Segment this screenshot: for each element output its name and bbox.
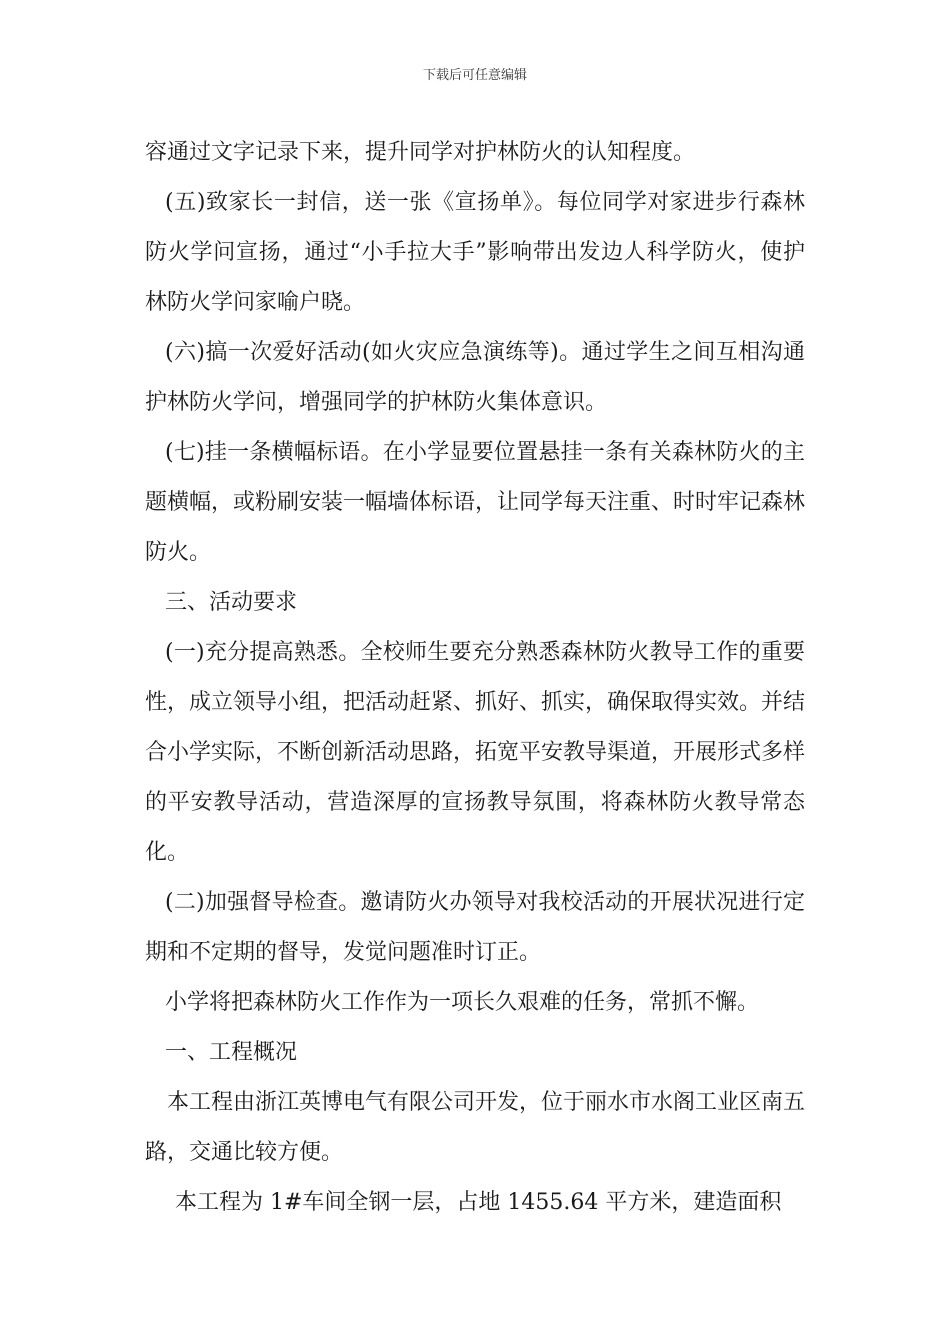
- paragraph: 本工程由浙江英博电气有限公司开发，位于丽水市水阁工业区南五路，交通比较方便。: [145, 1090, 806, 1165]
- paragraph: (一)充分提高熟悉。全校师生要充分熟悉森林防火教导工作的重要性，成立领导小组，把活动赶紧、抓好、抓实，确保取得实效。并结合小学实际，不断创新活动思路，拓宽平安教导渠道，开展形式多样的平安教导活动，营造深厚的宣扬教导氛围，将森林防火教导常态化。: [145, 640, 806, 865]
- paragraph: 小学将把森林防火工作作为一项长久艰难的任务，常抓不懈。: [165, 990, 760, 1015]
- paragraph: 本工程为 1#车间全钢一层，占地 1455.64 平方米，建造面积: [175, 1190, 782, 1215]
- section-heading: 一、工程概况: [165, 1040, 298, 1065]
- paragraph: (五)致家长一封信，送一张《宣扬单》。每位同学对家进步行森林防火学问宣扬，通过“小手拉大手”影响带出发边人科学防火，使护林防火学问家喻户晓。: [145, 190, 805, 315]
- section-heading: 三、活动要求: [165, 590, 298, 615]
- paragraph: 容通过文字记录下来，提升同学对护林防火的认知程度。: [145, 140, 696, 165]
- document-body: [145, 128, 805, 1228]
- paragraph: (七)挂一条横幅标语。在小学显要位置悬挂一条有关森林防火的主题横幅，或粉刷安装一幅墙体标语，让同学每天注重、时时牢记森林防火。: [145, 440, 806, 565]
- paragraph: (二)加强督导检查。邀请防火办领导对我校活动的开展状况进行定期和不定期的督导，发觉问题准时订正。: [145, 890, 805, 965]
- page-header: 下载后可任意编辑: [422, 68, 527, 83]
- paragraph: (六)搞一次爱好活动(如火灾应急演练等)。通过学生之间互相沟通护林防火学问，增强同学的护林防火集体意识。: [145, 340, 805, 415]
